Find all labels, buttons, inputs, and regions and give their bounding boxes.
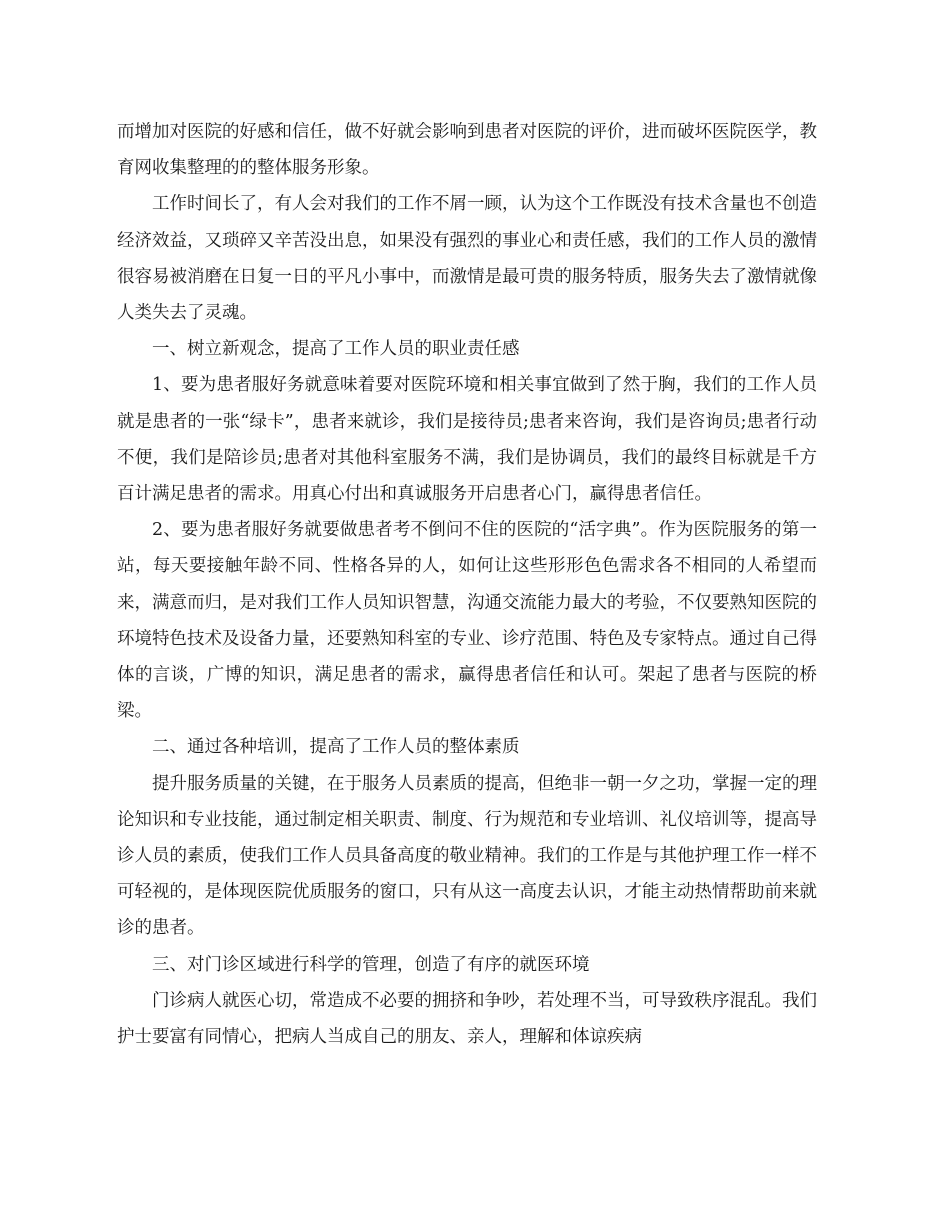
document-body (117, 114, 817, 1055)
paragraph-continuation: 而增加对医院的好感和信任，做不好就会影响到患者对医院的评价，进而破坏医院医学，教育网收集整理的的整体服务形象。 (117, 122, 817, 179)
paragraph-point-2: 2、要为患者服好务就要做患者考不倒问不住的医院的“活字典”。作为医院服务的第一站，每天要接触年龄不同、性格各异的人，如何让这些形形色色需求各不相同的人希望而来，满意而归，是对我们工作人员知识智慧，沟通交流能力最大的考验，不仅要熟知医院的环境特色技术及设备力量，还要熟知科室的专业、诊疗范围、特色及专家特点。通过自己得体的言谈，广博的知识，满足患者的需求，赢得患者信任和认可。架起了患者与医院的桥梁。 (117, 520, 817, 722)
section-heading-2: 二、通过各种培训，提高了工作人员的整体素质 (152, 737, 520, 758)
paragraph-training: 提升服务质量的关键，在于服务人员素质的提高，但绝非一朝一夕之功，掌握一定的理论知识和专业技能，通过制定相关职责、制度、行为规范和专业培训、礼仪培训等，提高导诊人员的素质，使我们工作人员具备高度的敬业精神。我们的工作是与其他护理工作一样不可轻视的，是体现医院优质服务的窗口，只有从这一高度去认识，才能主动热情帮助前来就诊的患者。 (117, 773, 817, 939)
section-heading-3: 三、对门诊区域进行科学的管理，创造了有序的就医环境 (152, 954, 590, 975)
paragraph-outpatient: 门诊病人就医心切，常造成不必要的拥挤和争吵，若处理不当，可导致秩序混乱。我们护士要富有同情心，把病人当成自己的朋友、亲人，理解和体谅疾病 (117, 990, 817, 1048)
paragraph-point-1: 1、要为患者服好务就意味着要对医院环境和相关事宜做到了然于胸，我们的工作人员就是患者的一张“绿卡”，患者来就诊，我们是接待员;患者来咨询，我们是咨询员;患者行动不便，我们是陪诊员;患者对其他科室服务不满，我们是协调员，我们的最终目标就是千方百计满足患者的需求。用真心付出和真诚服务开启患者心门，赢得患者信任。 (117, 375, 817, 505)
section-heading-1: 一、树立新观念，提高了工作人员的职业责任感 (152, 339, 520, 360)
paragraph-work-passion: 工作时间长了，有人会对我们的工作不屑一顾，认为这个工作既没有技术含量也不创造经济效益，又琐碎又辛苦没出息，如果没有强烈的事业心和责任感，我们的工作人员的激情很容易被消磨在日复一日的平凡小事中，而激情是最可贵的服务特质，服务失去了激情就像人类失去了灵魂。 (117, 194, 817, 324)
